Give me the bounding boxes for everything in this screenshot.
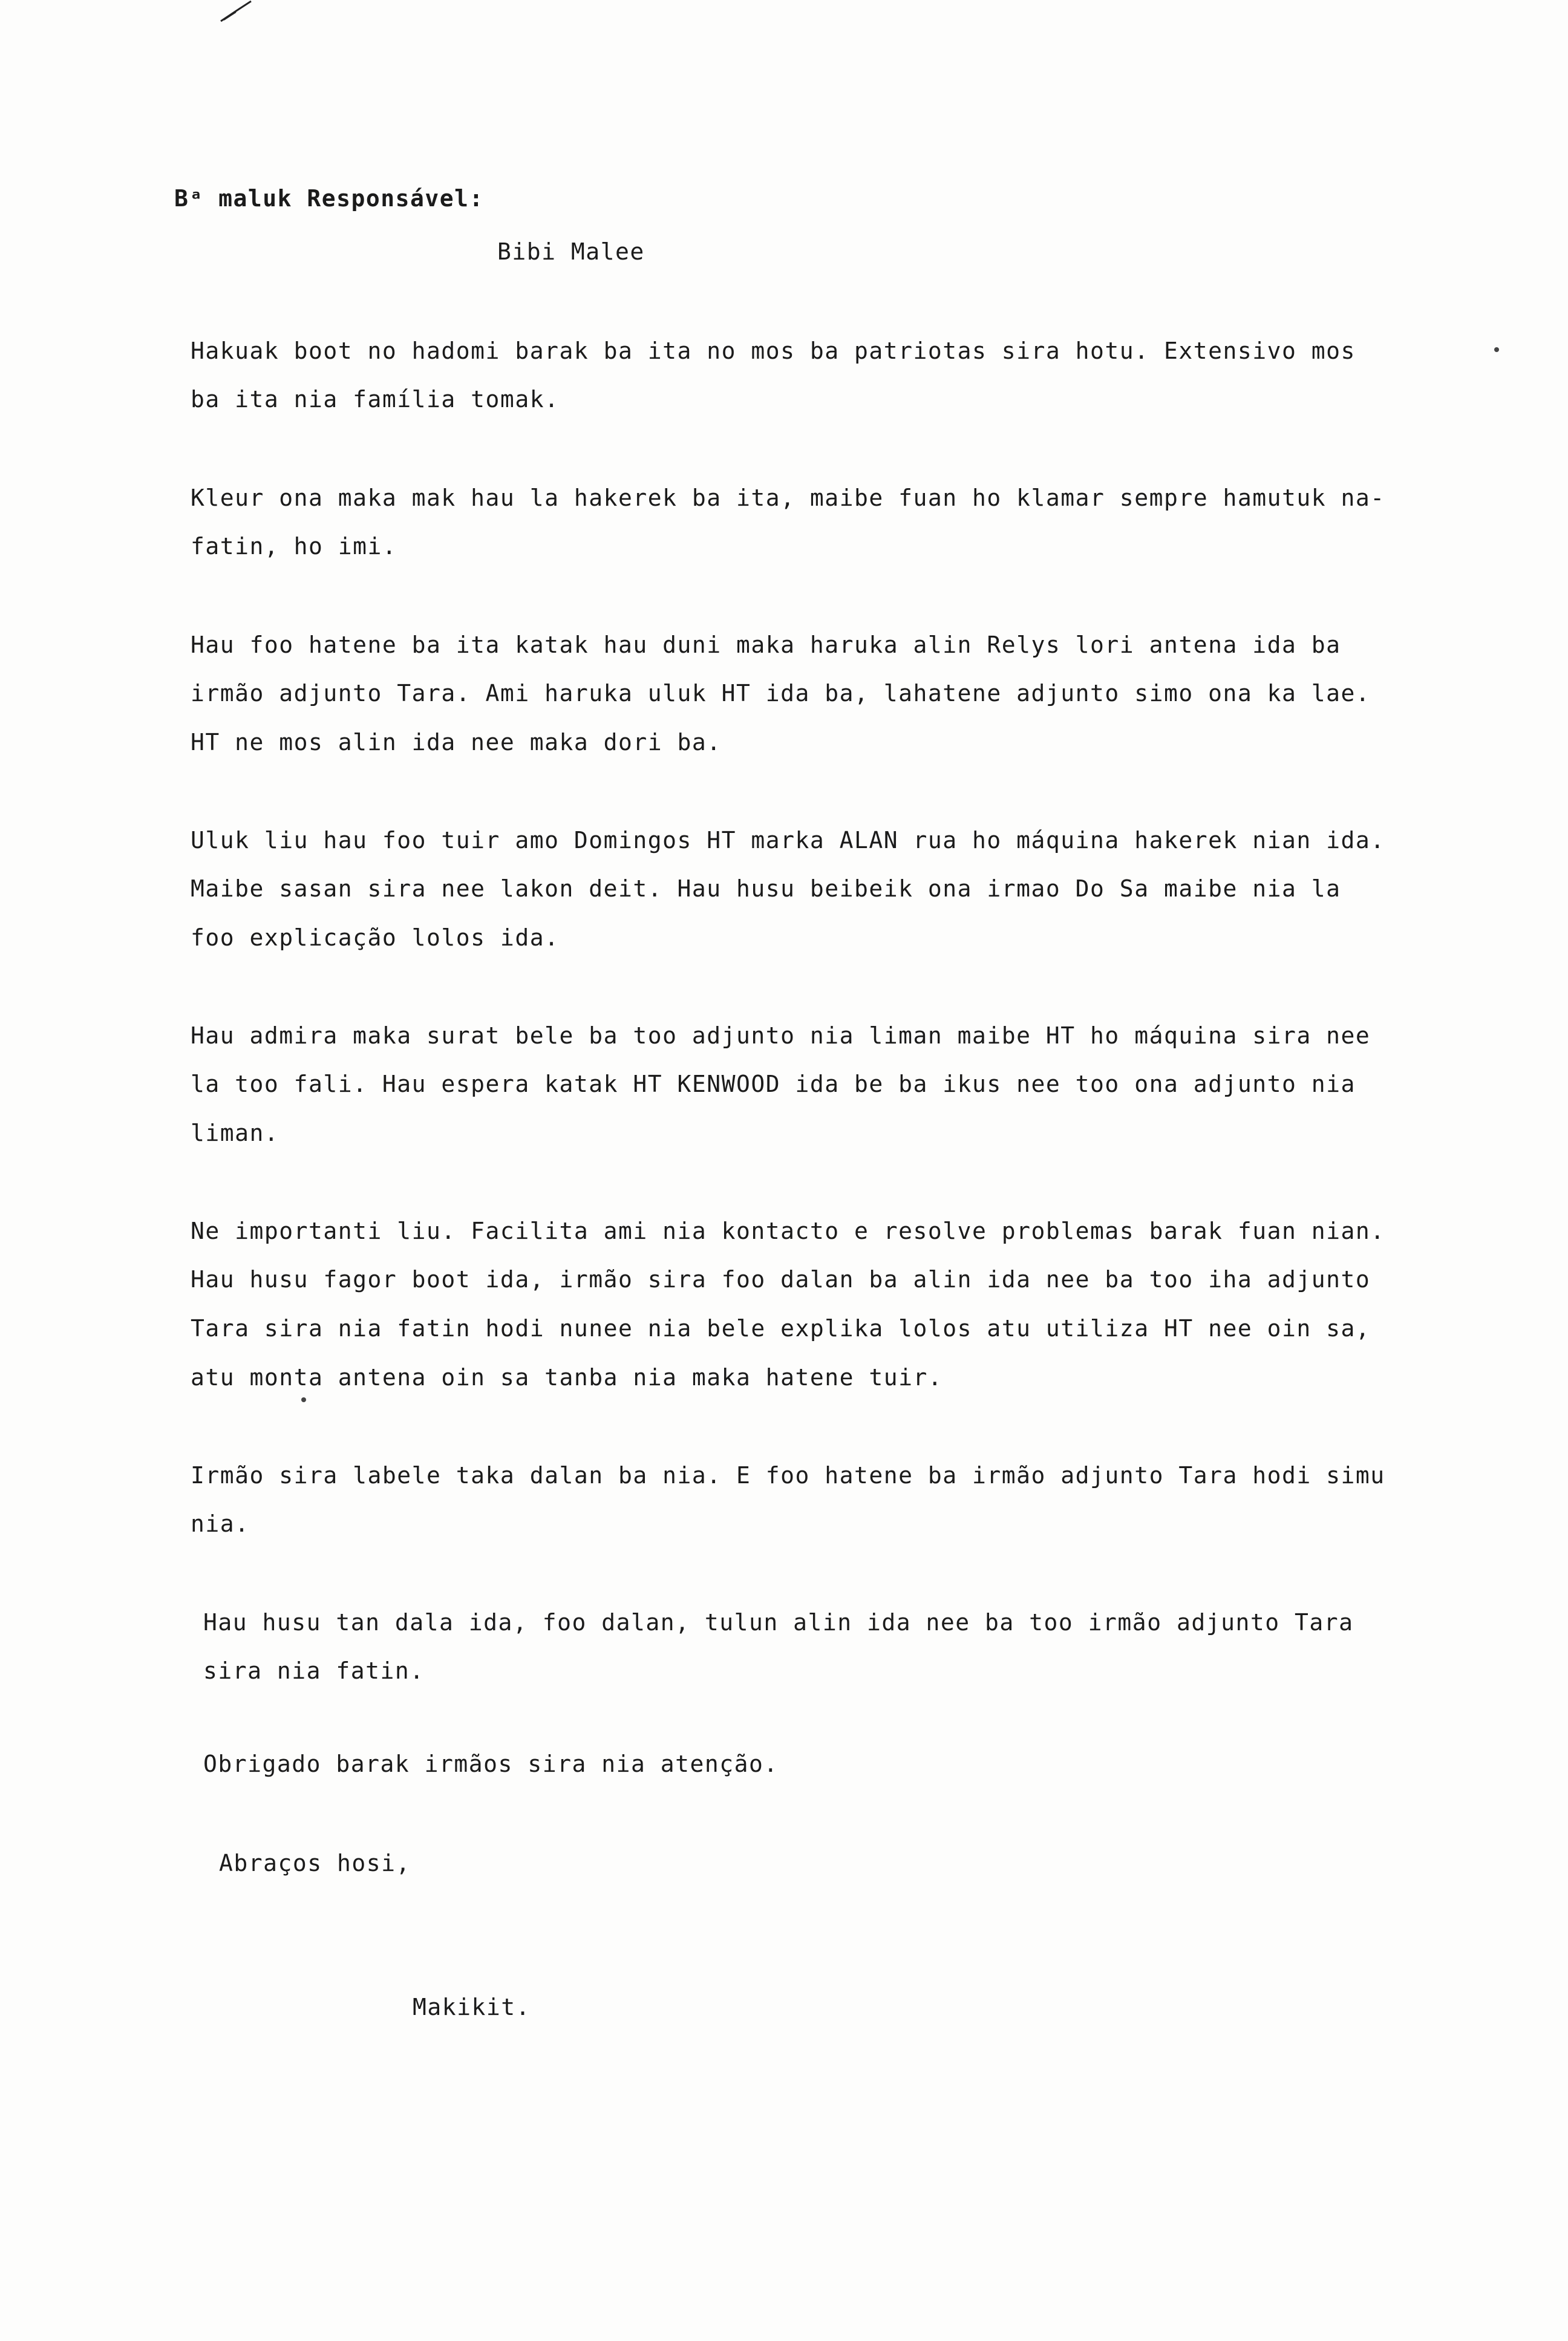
paragraph-7-line-1: Irmão sira labele taka dalan ba nia. E foo hatene ba irmão adjunto Tara hodi simu — [191, 1462, 1385, 1489]
paragraph-5-line-3: liman. — [191, 1120, 279, 1146]
paragraph-7-line-2: nia. — [191, 1510, 250, 1537]
paragraph-6-line-2: Hau husu fagor boot ida, irmão sira foo dalan ba alin ida nee ba too iha adjunto — [191, 1266, 1371, 1293]
paragraph-3-line-1: Hau foo hatene ba ita katak hau duni maka haruka alin Relys lori antena ida ba — [191, 632, 1341, 658]
paragraph-1-line-1: Hakuak boot no hadomi barak ba ita no mos ba patriotas sira hotu. Extensivo mos — [191, 338, 1356, 364]
paragraph-3-line-2: irmão adjunto Tara. Ami haruka uluk HT ida ba, lahatene adjunto simo ona ka lae. — [191, 680, 1371, 707]
paragraph-5-line-2: la too fali. Hau espera katak HT KENWOOD ida be ba ikus nee too ona adjunto nia — [191, 1071, 1356, 1097]
paragraph-2-line-2: fatin, ho imi. — [191, 533, 397, 560]
signature: Makikit. — [413, 1994, 531, 2020]
salutation: Bᵃ maluk Responsável: — [174, 185, 484, 212]
paragraph-8-line-1: Hau husu tan dala ida, foo dalan, tulun alin ida nee ba too irmão adjunto Tara — [203, 1609, 1354, 1636]
paragraph-3-line-3: HT ne mos alin ida nee maka dori ba. — [191, 729, 722, 756]
paragraph-2-line-1: Kleur ona maka mak hau la hakerek ba ita, maibe fuan ho klamar sempre hamutuk na- — [191, 485, 1385, 511]
paragraph-4-line-1: Uluk liu hau foo tuir amo Domingos HT marka ALAN rua ho máquina hakerek nian ida. — [191, 827, 1385, 854]
paragraph-1-line-2: ba ita nia família tomak. — [191, 386, 560, 413]
paragraph-4-line-3: foo explicação lolos ida. — [191, 924, 560, 951]
closing-line: Abraços hosi, — [219, 1850, 411, 1876]
paragraph-5-line-1: Hau admira maka surat bele ba too adjunto nia liman maibe HT ho máquina sira nee — [191, 1022, 1371, 1049]
paragraph-6-line-3: Tara sira nia fatin hodi nunee nia bele explika lolos atu utiliza HT nee oin sa, — [191, 1315, 1371, 1342]
paragraph-6-line-4: atu monta antena oin sa tanba nia maka hatene tuir. — [191, 1364, 943, 1391]
ink-dot — [1494, 347, 1499, 352]
paragraph-6-line-1: Ne importanti liu. Facilita ami nia kontacto e resolve problemas barak fuan nian. — [191, 1218, 1385, 1244]
pen-stroke-mark — [218, 0, 254, 24]
thanks-line: Obrigado barak irmãos sira nia atenção. — [203, 1751, 779, 1777]
ink-dot — [301, 1397, 306, 1402]
paragraph-8-line-2: sira nia fatin. — [203, 1657, 425, 1684]
addressee: Bibi Malee — [497, 238, 645, 265]
paragraph-4-line-2: Maibe sasan sira nee lakon deit. Hau husu beibeik ona irmao Do Sa maibe nia la — [191, 875, 1341, 902]
